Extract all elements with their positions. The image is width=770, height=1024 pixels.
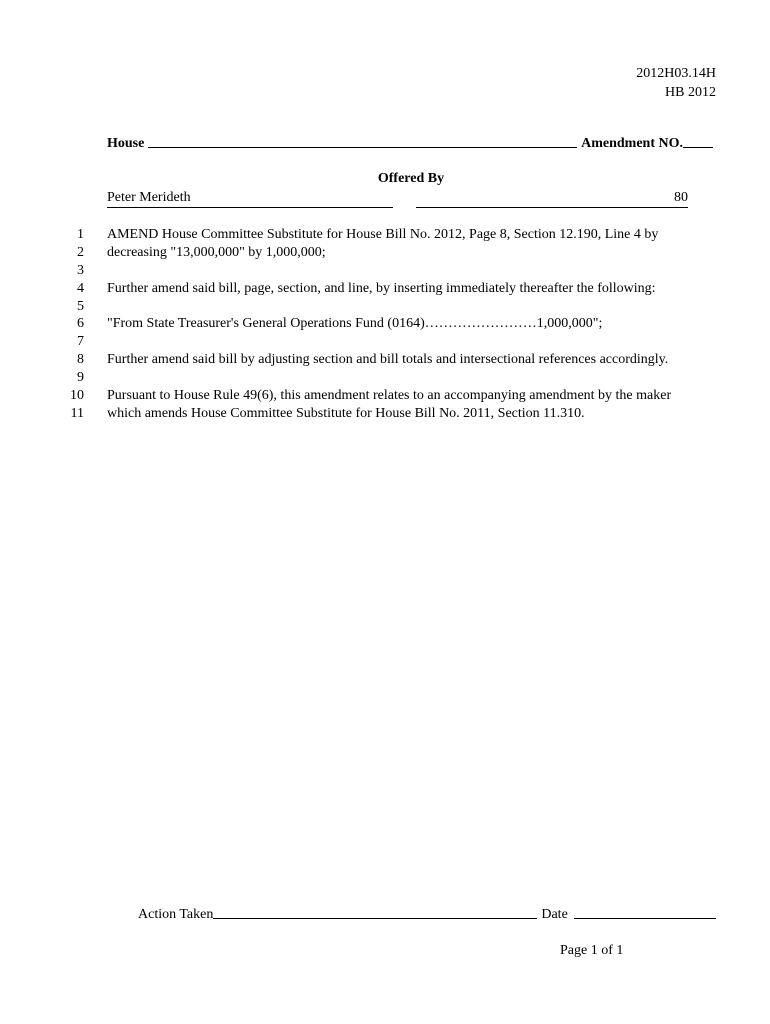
line-number: 8 xyxy=(77,352,84,368)
line-numbers xyxy=(40,226,84,423)
amendment-number-label: Amendment NO. xyxy=(581,136,683,151)
amendment-body xyxy=(107,226,727,423)
body-line xyxy=(107,369,727,387)
body-line: decreasing "13,000,000" by 1,000,000; xyxy=(107,244,326,260)
body-line: Pursuant to House Rule 49(6), this amendment relates to an accompanying amendment by the maker xyxy=(107,388,672,404)
date-label: Date xyxy=(541,907,568,922)
line-number: 7 xyxy=(77,334,84,350)
line-number: 11 xyxy=(70,405,84,421)
bill-number: HB 2012 xyxy=(665,85,716,100)
line-number: 10 xyxy=(70,388,84,404)
house-blank-line xyxy=(148,146,577,148)
action-taken-line xyxy=(138,907,716,923)
line-number: 9 xyxy=(77,370,84,386)
action-taken-blank xyxy=(213,917,537,919)
action-taken-label: Action Taken xyxy=(138,907,214,922)
body-line: which amends House Committee Substitute for House Bill No. 2011, Section 11.310. xyxy=(107,405,585,421)
line-number: 4 xyxy=(77,280,84,296)
body-line: Further amend said bill by adjusting section and bill totals and intersectional references accordingly. xyxy=(107,352,669,368)
line-number: 2 xyxy=(77,244,84,260)
offered-by-district: 80 xyxy=(416,190,688,208)
body-line xyxy=(107,298,727,316)
amendment-number-blank xyxy=(683,146,713,148)
offered-by-name: Peter Merideth xyxy=(107,190,393,208)
house-label: House xyxy=(107,136,145,151)
page-number: Page 1 of 1 xyxy=(560,943,624,958)
line-number: 1 xyxy=(77,227,84,242)
body-line xyxy=(107,262,727,280)
body-line: Further amend said bill, page, section, and line, by inserting immediately thereafter the following: xyxy=(107,280,656,296)
date-blank xyxy=(574,917,716,919)
offered-by-heading: Offered By xyxy=(377,171,445,186)
body-line: "From State Treasurer's General Operations Fund (0164)……………………1,000,000"; xyxy=(107,316,603,332)
line-number: 3 xyxy=(77,262,84,278)
document-id-block xyxy=(636,64,716,102)
amendment-header-line xyxy=(107,136,713,152)
body-line: AMEND House Committee Substitute for House Bill No. 2012, Page 8, Section 12.190, Line 4 by xyxy=(107,227,659,242)
body-line xyxy=(107,333,727,351)
doc-code: 2012H03.14H xyxy=(636,66,716,81)
line-number: 6 xyxy=(77,316,84,332)
line-number: 5 xyxy=(77,298,84,314)
